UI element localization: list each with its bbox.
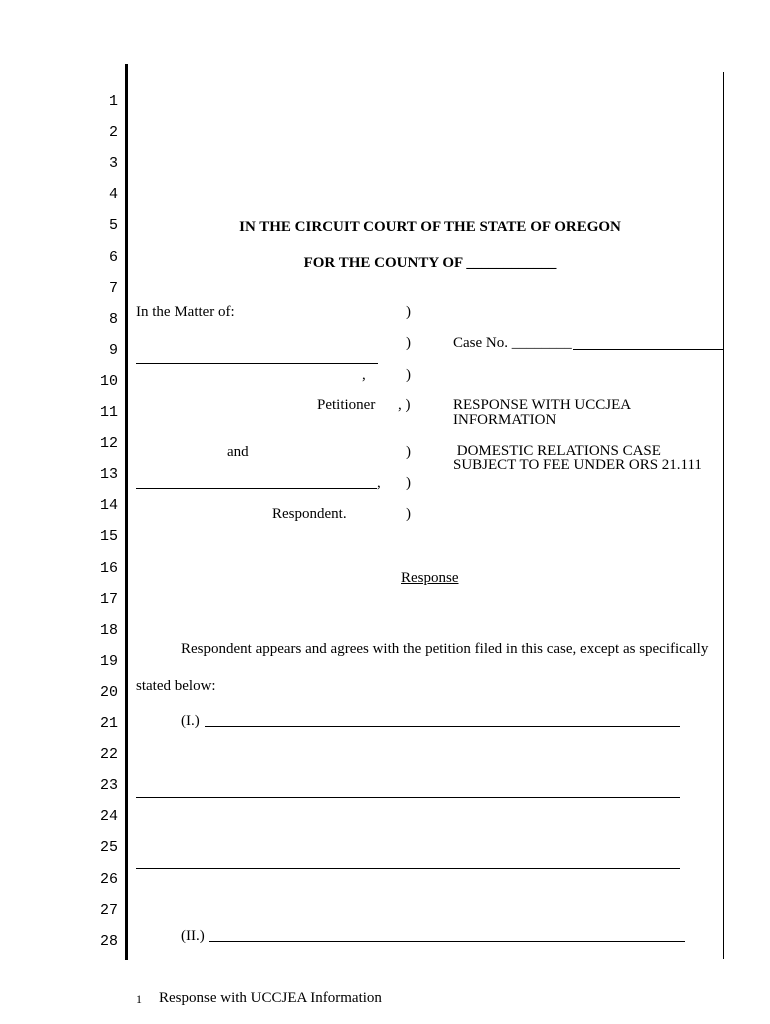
left-margin-rule <box>125 64 128 960</box>
line-number: 4 <box>108 186 118 204</box>
item-two-line[interactable] <box>209 941 685 942</box>
section-title: Response <box>401 570 459 586</box>
line-number: 13 <box>99 466 118 484</box>
respondent-name-line[interactable] <box>136 488 377 489</box>
line-number: 16 <box>99 559 118 577</box>
line-number: 11 <box>99 404 118 421</box>
fee-subject-line-1: DOMESTIC RELATIONS CASE <box>453 443 661 459</box>
caption-paren: ) <box>406 444 411 460</box>
item-one-label: (I.) <box>181 713 200 729</box>
response-paragraph-cont: stated below: <box>136 678 216 694</box>
line-number: 28 <box>99 932 118 950</box>
line-number: 15 <box>99 528 118 546</box>
footer-title: Response with UCCJEA Information <box>159 990 382 1006</box>
county-heading: FOR THE COUNTY OF ____________ <box>303 255 557 271</box>
line-number: 2 <box>108 124 118 142</box>
court-heading: IN THE CIRCUIT COURT OF THE STATE OF OREGON <box>239 219 621 235</box>
line-number: 8 <box>108 310 118 328</box>
line-number: 14 <box>99 497 118 515</box>
petitioner-comma: , <box>362 367 366 383</box>
caption-paren: ) <box>406 506 411 522</box>
respondent-comma: , <box>377 475 381 491</box>
case-number-field[interactable] <box>573 349 723 350</box>
line-number: 24 <box>99 808 118 826</box>
line-number: 9 <box>108 341 118 359</box>
line-number: 12 <box>99 435 118 453</box>
caption-paren: ) <box>406 475 411 491</box>
line-number: 17 <box>99 590 118 608</box>
caption-paren: ) <box>406 335 411 351</box>
petitioner-name-line[interactable] <box>136 363 378 364</box>
fee-subject-line-2: SUBJECT TO FEE UNDER ORS 21.111 <box>453 457 702 473</box>
footer-page-number: 1 <box>136 992 142 1006</box>
caption-paren: ) <box>406 367 411 383</box>
matter-label: In the Matter of: <box>136 304 235 320</box>
caption-paren: ) <box>406 304 411 320</box>
line-number: 19 <box>99 652 118 670</box>
line-number: 18 <box>99 621 118 639</box>
line-number: 23 <box>99 777 118 795</box>
line-number: 6 <box>108 248 118 266</box>
line-number: 20 <box>99 683 118 701</box>
right-margin-rule <box>723 72 724 959</box>
and-label: and <box>227 444 249 460</box>
respondent-label: Respondent. <box>272 506 347 522</box>
item-one-line[interactable] <box>205 726 680 727</box>
line-number: 21 <box>99 715 118 732</box>
line-number: 3 <box>108 155 118 173</box>
document-title-line-1: RESPONSE WITH UCCJEA <box>453 397 632 413</box>
line-number: 1 <box>108 93 118 110</box>
document-title-line-2: INFORMATION <box>453 412 557 428</box>
item-one-line-2[interactable] <box>136 797 680 798</box>
item-one-line-3[interactable] <box>136 868 680 869</box>
line-number: 27 <box>99 901 118 919</box>
line-number: 5 <box>108 217 118 235</box>
line-number: 7 <box>108 279 118 297</box>
petitioner-label: Petitioner <box>317 397 376 413</box>
item-two-label: (II.) <box>181 928 205 944</box>
response-paragraph: Respondent appears and agrees with the petition filed in this case, except as specifically <box>181 641 709 657</box>
line-number: 25 <box>99 839 118 857</box>
line-number: 10 <box>99 372 118 390</box>
case-number-label: Case No. ________ <box>453 335 572 351</box>
caption-paren: , ) <box>398 397 411 413</box>
line-number: 22 <box>99 746 118 764</box>
line-number: 26 <box>99 870 118 888</box>
